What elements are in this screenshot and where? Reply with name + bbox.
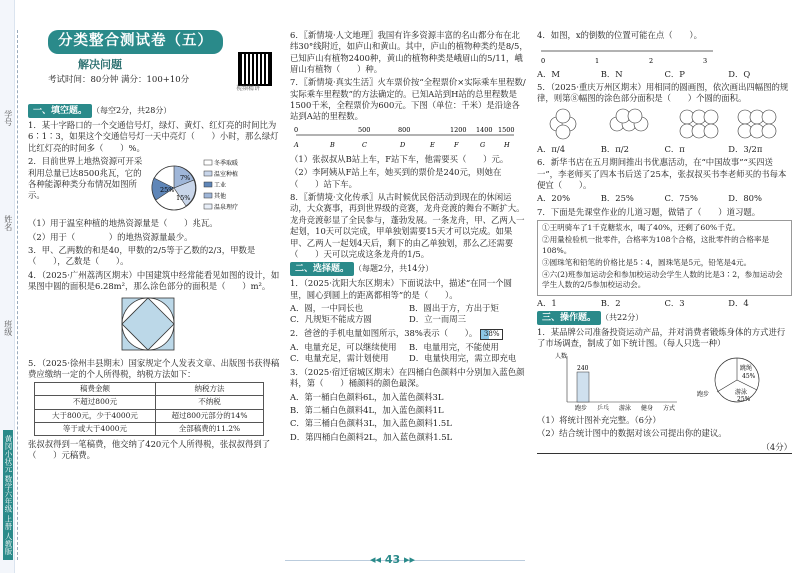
pie-label-7: 7% bbox=[180, 174, 191, 183]
energy-pie-chart bbox=[146, 156, 266, 218]
section1-note: （每空2分，共28分） bbox=[92, 106, 172, 115]
pie-label: 跳绳 bbox=[740, 364, 753, 372]
option[interactable]: D．第四桶白色颜料2L，加入蓝色颜料1.5L bbox=[290, 431, 453, 442]
battery-icon: 38% bbox=[480, 329, 504, 340]
station: C bbox=[362, 140, 367, 149]
option[interactable]: A．20% bbox=[537, 193, 571, 204]
pie-label: 游泳 bbox=[735, 388, 748, 396]
bar-cat: 健身 bbox=[641, 404, 654, 412]
option[interactable]: C．π bbox=[664, 144, 685, 155]
option[interactable]: D．Q bbox=[728, 68, 751, 79]
tax-head-0: 稿费金额 bbox=[35, 383, 156, 396]
option[interactable]: C．75% bbox=[664, 193, 698, 204]
tax-cell: 等于或大于4000元 bbox=[35, 422, 156, 435]
operation-1-b: （2）结合统计图中的数据对该公司提出你的建议。 bbox=[537, 428, 727, 439]
option[interactable]: C．凡规矩不能成方圆 bbox=[290, 314, 372, 325]
circle-square-figure bbox=[118, 294, 178, 354]
c4-label: 3 bbox=[703, 57, 708, 66]
q5: 5．（2025·徐州丰县期末）国家规定个人发表文章、出版图书获得稿费应缴纳一定的个人所得税，纳税方法如下： bbox=[28, 357, 280, 379]
table-row bbox=[35, 396, 264, 409]
tick-5: 1500 bbox=[498, 125, 515, 134]
option[interactable]: C．第三桶白色颜料3L，加入蓝色颜料1.5L bbox=[290, 418, 452, 429]
option[interactable]: D．立一而周三 bbox=[409, 314, 466, 325]
bar-value: 240 bbox=[577, 364, 589, 372]
tick-1: 500 bbox=[358, 125, 371, 134]
station: D bbox=[400, 140, 406, 149]
q5-end: 张叔叔得到一笔稿费，他交纳了420元个人所得税，张叔叔得到了（ ）元稿费。 bbox=[28, 438, 271, 461]
operation-1-score: （4分） bbox=[537, 442, 792, 454]
line-ticks bbox=[294, 126, 515, 134]
choice-1-options bbox=[290, 303, 528, 326]
c4-label: 1 bbox=[595, 57, 600, 66]
operation-1: 1．某品牌公司准备投资运动产品，并对消费者锻炼身体的方式进行了市场调查，制成了如下统计图。（每人只选一种） bbox=[537, 327, 786, 349]
tax-cell: 不超过800元 bbox=[35, 396, 156, 409]
legend-1: 温室种植 bbox=[214, 171, 239, 179]
c4-label: 0 bbox=[541, 57, 546, 66]
tax-cell: 不纳税 bbox=[155, 396, 263, 409]
list-item: ①王明骑车了1千克糖浆水，喝了40%，还剩了60%千克。 bbox=[542, 223, 741, 233]
line-stations bbox=[293, 141, 510, 149]
option[interactable]: A．电量充足，可以继续使用 bbox=[290, 342, 397, 353]
section3-note: （共22分） bbox=[601, 312, 644, 322]
legend-0: 冬季取暖 bbox=[214, 160, 239, 168]
operation-1-a: （1）将统计图补充完整。（6分） bbox=[537, 415, 661, 426]
c4-label: 2 bbox=[649, 57, 654, 66]
tax-head-1: 纳税方法 bbox=[155, 383, 263, 396]
legend-4: 温泉理疗 bbox=[214, 204, 239, 212]
q8: 8．〖新情境·文化传承〗从古时候优民俗活动到现在的休闲运动，大众赛事，再到世界级的竞赛，龙舟竞渡的舞台不断扩大。龙舟竞渡彰显了全民参与，蓬勃发展。一条龙舟，甲、乙两人一起划，10天可以完成，甲单独划需要15天才可以完成。如果甲、乙两人一起划4天后，剩下的由乙单独划，那么乙还需要（ ）天可以完成这条龙舟的1/5。 bbox=[290, 192, 525, 259]
legend-3: 其他 bbox=[214, 193, 227, 201]
bar-cat: 跑步 bbox=[575, 404, 588, 412]
choice-2-options bbox=[290, 342, 528, 365]
qr-code-icon[interactable] bbox=[238, 52, 272, 86]
pie-label-25: 25% bbox=[160, 186, 175, 195]
q7: 7．〖新情境·真实生活〗火车票价按“全程票价×实际乘车里程数/实际乘车里程数”的方法确定的。已知A站到H站的总里程数是1500千米，全程票价为600元。下图（单位：千米）是沿途各站到A站的里程数。 bbox=[290, 77, 526, 122]
pie-label: 45% bbox=[742, 372, 756, 380]
option[interactable]: D．电量快用完，需立即充电 bbox=[409, 353, 517, 364]
railway-number-line bbox=[290, 125, 520, 151]
page-subtitle: 解决问题 bbox=[78, 57, 122, 71]
q4: 4．（2025·广州荔湾区期末）中国建筑中经常能看见如图的设计，如果图中圆的面积是6.28m²，那么涂色部分的面积是（ ）m²。 bbox=[28, 269, 280, 291]
tax-cell: 大于800元，少于4000元 bbox=[35, 409, 156, 422]
option[interactable]: D．4 bbox=[728, 297, 749, 308]
q7-b: （2）李阿姨从F站上车，她买到的票价是240元，则她在（ ）站下车。 bbox=[290, 167, 502, 189]
option[interactable]: A．π/4 bbox=[537, 144, 566, 155]
choice-4-options bbox=[537, 69, 792, 80]
option[interactable]: B．25% bbox=[600, 193, 634, 204]
circles-pattern-figure bbox=[537, 107, 787, 141]
q6: 6．〖新情境·人文地理〗我国有许多资源丰富的名山都分布在北纬30°线附近，如庐山和黄山。其中，庐山的植物种类约是8/5，已知庐山有植物2400种，黄山的植物种类是峨眉山的5/11，峨眉山有植物（ ）种。 bbox=[290, 30, 528, 75]
choice-7-box bbox=[537, 220, 792, 296]
column-2 bbox=[290, 30, 528, 445]
choice-5-options bbox=[537, 144, 792, 155]
column-1 bbox=[28, 104, 283, 463]
qr-label: 视频精讲 bbox=[236, 85, 261, 92]
pie-label: 跑步 bbox=[697, 390, 710, 398]
list-item: ④六(2)班参加运动会和参加校运动会学生人数的比是3∶2，参加运动会学生人数的2/5参加校运动会。 bbox=[542, 270, 783, 290]
q7-a: （1）张叔叔从B站上车，F站下车，他需要买（ ）元。 bbox=[290, 154, 509, 165]
q2: 2．目前世界上地热资源可开采利用总量已达8500兆瓦，它的各种能源种类分布情况如图所示。 bbox=[28, 156, 143, 201]
option[interactable]: B．π/2 bbox=[600, 144, 629, 155]
bar-running bbox=[577, 372, 589, 402]
table-row bbox=[35, 409, 264, 422]
choice-6-options bbox=[537, 193, 792, 204]
pie-label: 25% bbox=[737, 395, 751, 403]
column-3 bbox=[537, 30, 792, 456]
section2-heading: 二、选择题。 bbox=[290, 262, 354, 276]
tax-table bbox=[34, 382, 264, 436]
station: G bbox=[480, 140, 486, 149]
exam-meta: 考试时间：80分钟 满分：100+10分 bbox=[48, 75, 190, 86]
pie-legend bbox=[204, 159, 238, 211]
legend-2: 工业 bbox=[214, 182, 227, 190]
bar-cat: 游泳 bbox=[619, 404, 632, 412]
option[interactable]: C．P bbox=[664, 68, 685, 79]
station: A bbox=[294, 140, 299, 149]
q2-block bbox=[28, 156, 283, 218]
book-label: 黄冈小状元 数学六年级 上册 人教版 bbox=[3, 430, 13, 560]
choice-4: 4．如图，x的倒数的位置可能在点（ ）。 bbox=[537, 30, 702, 40]
option[interactable]: C．电量充足，需计划使用 bbox=[290, 353, 389, 364]
choice-7-options bbox=[537, 298, 792, 309]
bar-cat: 乒乓 bbox=[597, 404, 610, 412]
side-strip bbox=[0, 0, 15, 573]
tick-2: 800 bbox=[398, 125, 411, 134]
section2-note: （每题2分，共14分） bbox=[354, 264, 434, 274]
bar-cat: 方式 bbox=[663, 404, 676, 412]
q1: 1．某十字路口的一个交通信号灯，绿灯、黄灯、红灯亮的时间比为6∶1∶3，如果这个交通信号灯一天中亮灯（ ）小时，那么绿灯比红灯亮的时间多（ ）%。 bbox=[28, 120, 279, 153]
station: F bbox=[454, 140, 459, 149]
page-number-value: 43 bbox=[384, 553, 401, 566]
tax-cell: 超过800元部分的14% bbox=[155, 409, 263, 422]
choice-6: 6．新华书店在五月期间推出书优惠活动，在“中国故事”“买四送一”，李老师买了四本书后送了25本，张叔叔买书李老师买的书每本便宜（ ）。 bbox=[537, 157, 787, 191]
section3-heading: 三、操作题。 bbox=[537, 311, 601, 325]
student-no-label: 学号 bbox=[3, 110, 13, 126]
choice-2: 2．爸爸的手机电量如图所示，38%表示（ ）。 bbox=[290, 327, 478, 338]
q3: 3．甲、乙两数的和是40，甲数的2/5等于乙数的2/3，甲数是（ ），乙数是（ ）。 bbox=[28, 244, 256, 267]
tick-0: 0 bbox=[294, 125, 299, 134]
option[interactable]: B．N bbox=[600, 68, 623, 79]
choice-3: 3．（2025·宿迁宿城区期末）在四桶白色颜料中分别加入蓝色颜料，第（ ）桶颜料的颜色最深。 bbox=[290, 366, 525, 389]
station: E bbox=[430, 140, 435, 149]
c4-labels bbox=[541, 57, 707, 65]
bar-ylabel: 人数 bbox=[555, 352, 568, 360]
option[interactable]: D．3/2π bbox=[728, 144, 763, 155]
q2-a: （1）用于温室种植的地热资源量是（ ）兆瓦。 bbox=[28, 218, 218, 229]
list-item: ②用量检验机一批零件，合格率为108个合格，这批零件的合格率是108%。 bbox=[542, 235, 770, 255]
choice-5: 5．（2025·重庆万州区期末）用相同的圆画图，依次画出四幅图的规律，则第⑧幅图的涂色部分面积是（ ）个圆的面积。 bbox=[537, 82, 789, 104]
header bbox=[48, 30, 238, 87]
tax-cell: 全部稿费的11.2% bbox=[155, 422, 263, 435]
q2-b: （2）用于（ ）的地热资源量最少。 bbox=[28, 231, 193, 242]
tick-4: 1400 bbox=[476, 125, 493, 134]
page-title: 分类整合测试卷（五） bbox=[48, 30, 223, 54]
option[interactable]: A．M bbox=[537, 68, 560, 79]
option[interactable]: C．3 bbox=[664, 297, 685, 308]
list-item: ③圆珠笔和铅笔的价格比是5∶4，圆珠笔是5元，铅笔是4元。 bbox=[542, 257, 752, 267]
option[interactable]: B．电量用完，不能使用 bbox=[409, 342, 499, 353]
page-number: ◂◂ 43 ▸▸ bbox=[370, 553, 416, 566]
option[interactable]: B．第二桶白色颜料4L，加入蓝色颜料1L bbox=[290, 404, 444, 415]
option[interactable]: A．第一桶白色颜料6L，加入蓝色颜料3L bbox=[290, 391, 444, 402]
reciprocal-number-line bbox=[537, 43, 717, 65]
section1-heading: 一、填空题。 bbox=[28, 104, 92, 118]
exercise-charts bbox=[537, 352, 787, 412]
tick-3: 1200 bbox=[450, 125, 467, 134]
option[interactable]: B．圆出于方，方出于矩 bbox=[409, 303, 499, 314]
choice-7: 7．下面是先课堂作业的儿道习题，做错了（ ）道习题。 bbox=[537, 206, 761, 217]
class-label: 班级 bbox=[3, 320, 13, 336]
option[interactable]: A．1 bbox=[537, 297, 557, 308]
table-row bbox=[35, 422, 264, 435]
name-label: 姓名 bbox=[3, 215, 13, 231]
bar-categories bbox=[575, 404, 675, 412]
station: H bbox=[504, 140, 510, 149]
binding-line bbox=[17, 30, 18, 560]
station: B bbox=[330, 140, 335, 149]
pie-label-15: 15% bbox=[176, 194, 191, 203]
option[interactable]: B．2 bbox=[600, 297, 621, 308]
option[interactable]: D．80% bbox=[728, 193, 762, 204]
choice-1: 1．（2025·沈阳大东区期末）下面说法中，描述“在同一个圆里，圆心到圆上的距离都相等”的是（ ）。 bbox=[290, 278, 513, 300]
option[interactable]: A．圆，一中同长也 bbox=[290, 303, 364, 314]
